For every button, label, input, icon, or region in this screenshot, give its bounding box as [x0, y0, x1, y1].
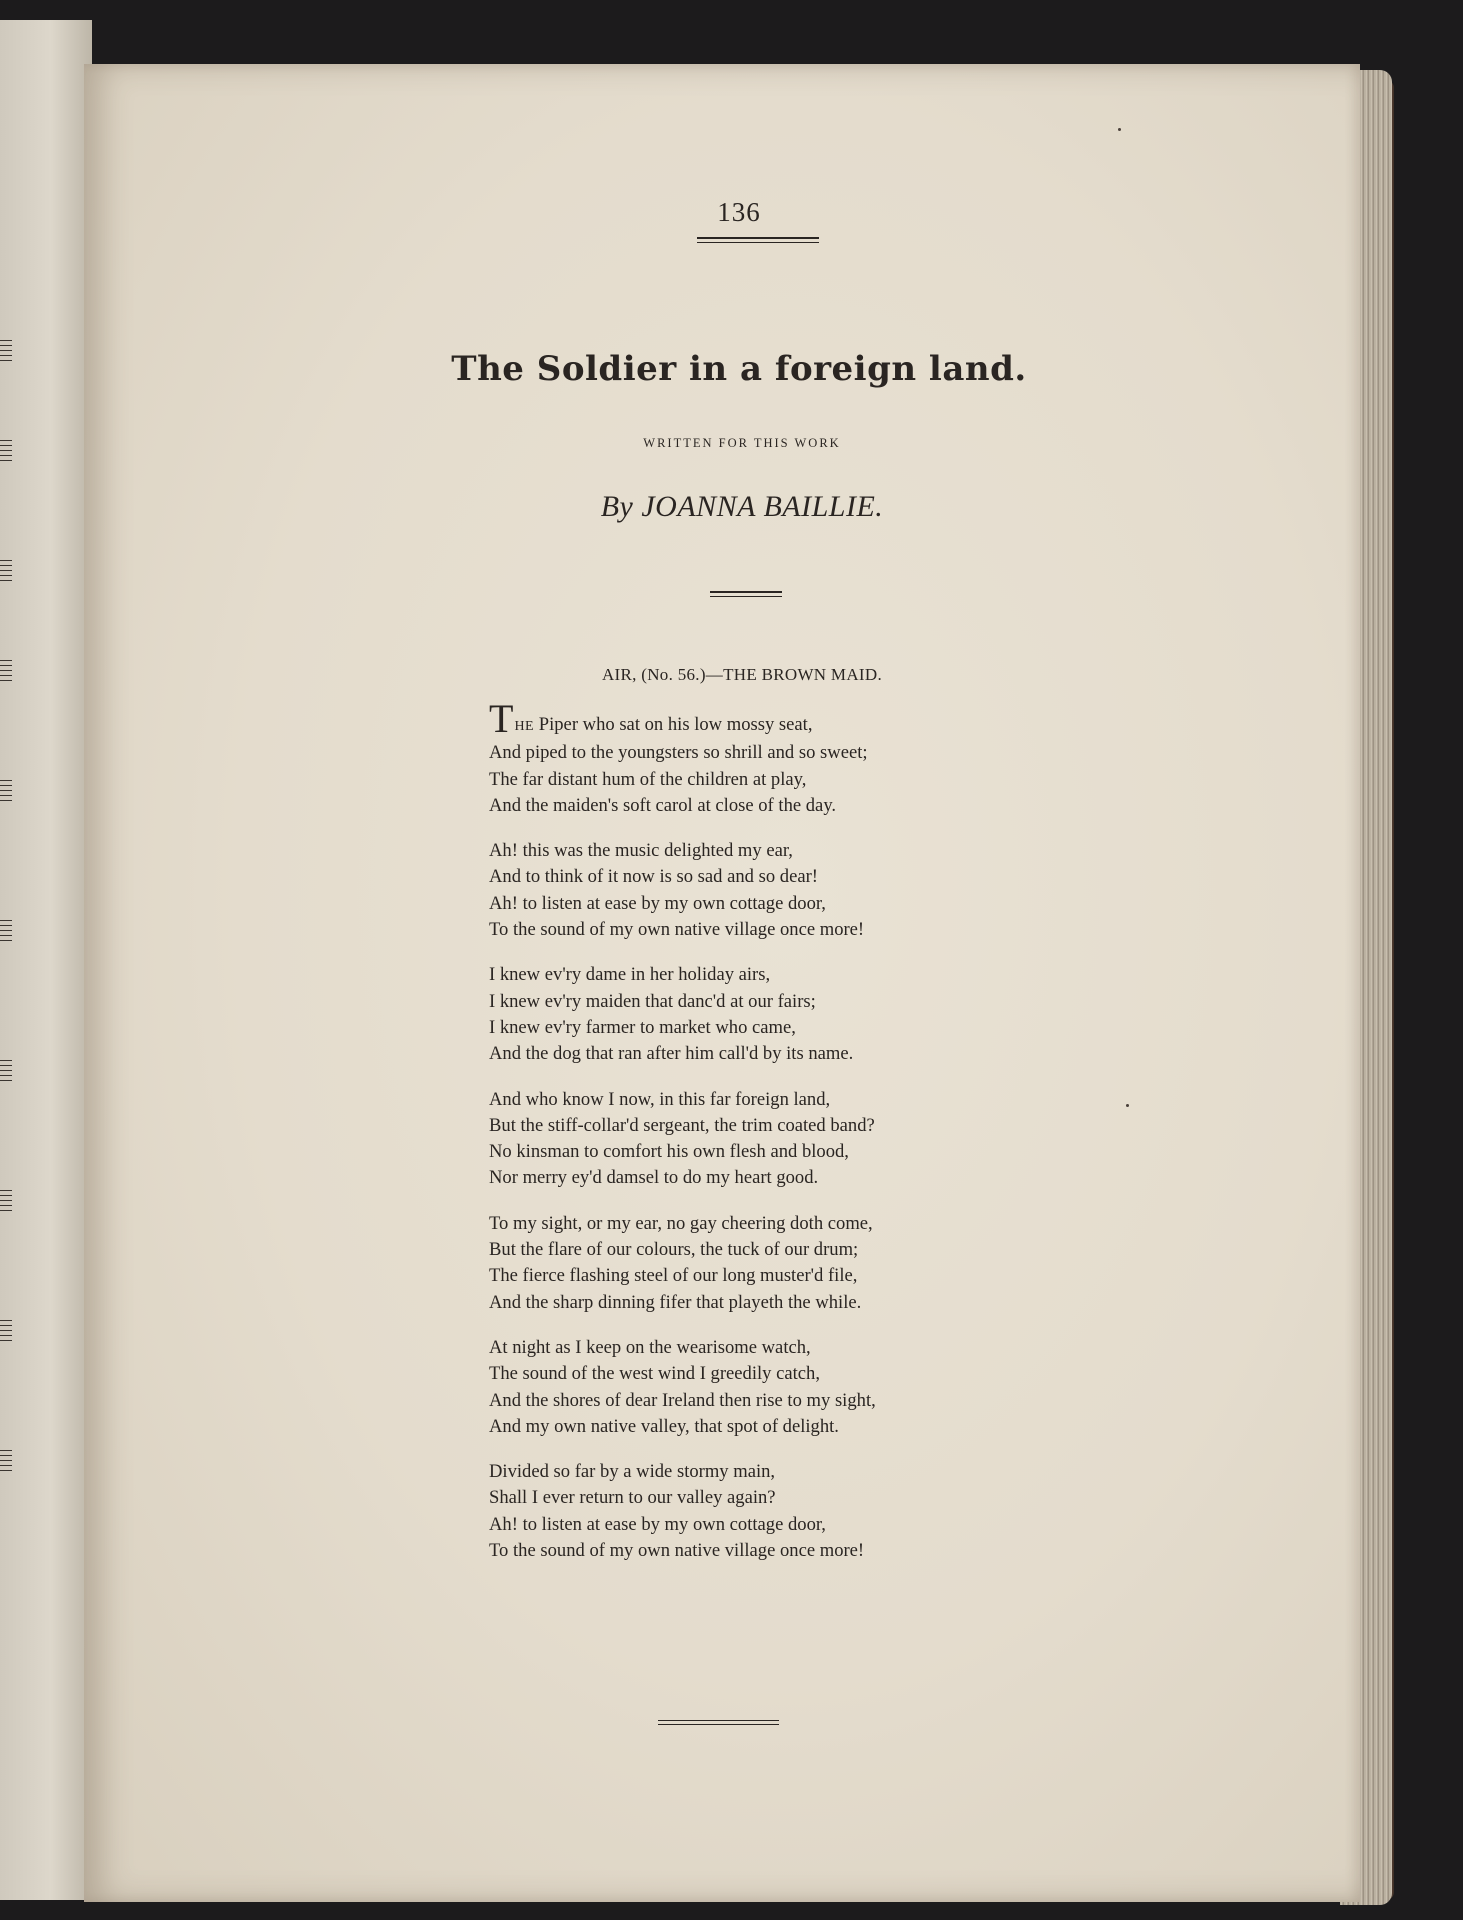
- previous-page-edge: [0, 20, 92, 1900]
- poem-line: And the maiden's soft carol at close of the day.: [489, 794, 837, 816]
- music-staff-fragment: [0, 780, 12, 802]
- poem-line: Ah! to listen at ease by my own cottage door,: [489, 892, 826, 914]
- poem-line: The fierce flashing steel of our long muster'd file,: [489, 1265, 858, 1287]
- poem-author: By JOANNA BAILLIE.: [600, 490, 884, 523]
- poem-subtitle: WRITTEN FOR THIS WORK: [643, 436, 841, 450]
- poem-line: I knew ev'ry farmer to market who came,: [489, 1016, 796, 1038]
- poem-line: I knew ev'ry dame in her holiday airs,: [489, 964, 771, 986]
- poem-line: And the dog that ran after him call'd by its name.: [489, 1043, 854, 1065]
- poem-line: And piped to the youngsters so shrill and so sweet;: [489, 742, 868, 764]
- paper-speck: [1126, 1104, 1129, 1107]
- poem-line: Divided so far by a wide stormy main,: [489, 1461, 776, 1483]
- poem-line: Shall I ever return to our valley again?: [489, 1487, 776, 1509]
- page-number-rule: [697, 237, 819, 243]
- music-staff-fragment: [0, 1320, 12, 1342]
- music-staff-fragment: [0, 1450, 12, 1472]
- poem-line: The sound of the west wind I greedily catch,: [489, 1363, 820, 1385]
- small-caps: HE: [514, 719, 535, 734]
- poem-line-text: Piper who sat on his low mossy seat,: [534, 714, 813, 735]
- poem-line: And to think of it now is so sad and so dear!: [489, 866, 818, 888]
- poem-line: The far distant hum of the children at play,: [489, 768, 807, 790]
- poem-line: Ah! to listen at ease by my own cottage door,: [489, 1513, 826, 1535]
- end-rule: [658, 1720, 779, 1725]
- poem-line: I knew ev'ry maiden that danc'd at our fairs;: [489, 990, 816, 1012]
- poem-line: Ah! this was the music delighted my ear,: [489, 840, 793, 862]
- poem-line: But the flare of our colours, the tuck of our drum;: [489, 1239, 859, 1261]
- music-staff-fragment: [0, 1190, 12, 1212]
- poem-line: To the sound of my own native village once more!: [489, 1540, 865, 1562]
- paper-speck: [1118, 128, 1121, 131]
- stanza: [489, 1459, 1049, 1564]
- music-staff-fragment: [0, 1060, 12, 1082]
- air-note: AIR, (No. 56.)—THE BROWN MAID.: [601, 665, 883, 684]
- book-page: [84, 64, 1360, 1902]
- stanza: [489, 838, 1049, 943]
- poem-line: To my sight, or my ear, no gay cheering doth come,: [489, 1212, 873, 1234]
- poem-line: And my own native valley, that spot of delight.: [489, 1415, 839, 1437]
- stanza: [489, 696, 1049, 819]
- poem-line: Nor merry ey'd damsel to do my heart good.: [489, 1167, 819, 1189]
- poem-line: To the sound of my own native village once more!: [489, 919, 865, 941]
- poem-line: At night as I keep on the wearisome watch,: [489, 1336, 811, 1358]
- section-divider: [710, 591, 782, 597]
- poem-line: But the stiff-collar'd sergeant, the trim coated band?: [489, 1114, 875, 1136]
- music-staff-fragment: [0, 340, 12, 362]
- stanza: [489, 1211, 1049, 1316]
- poem-line: And who know I now, in this far foreign land,: [489, 1088, 831, 1110]
- drop-cap: T: [489, 696, 514, 741]
- poem-line: No kinsman to comfort his own flesh and blood,: [489, 1141, 849, 1163]
- stanza: [489, 1087, 1049, 1192]
- poem-line: And the shores of dear Ireland then rise to my sight,: [489, 1389, 876, 1411]
- music-staff-fragment: [0, 920, 12, 942]
- poem-title: The Soldier in a foreign land.: [451, 349, 1027, 389]
- page-number: 136: [717, 197, 761, 227]
- stanza: [489, 962, 1049, 1067]
- poem-body: [489, 696, 1049, 1583]
- music-staff-fragment: [0, 560, 12, 582]
- stanza: [489, 1335, 1049, 1440]
- music-staff-fragment: [0, 440, 12, 462]
- poem-line: [489, 696, 1049, 741]
- music-staff-fragment: [0, 660, 12, 682]
- poem-line: And the sharp dinning fifer that playeth the while.: [489, 1291, 862, 1313]
